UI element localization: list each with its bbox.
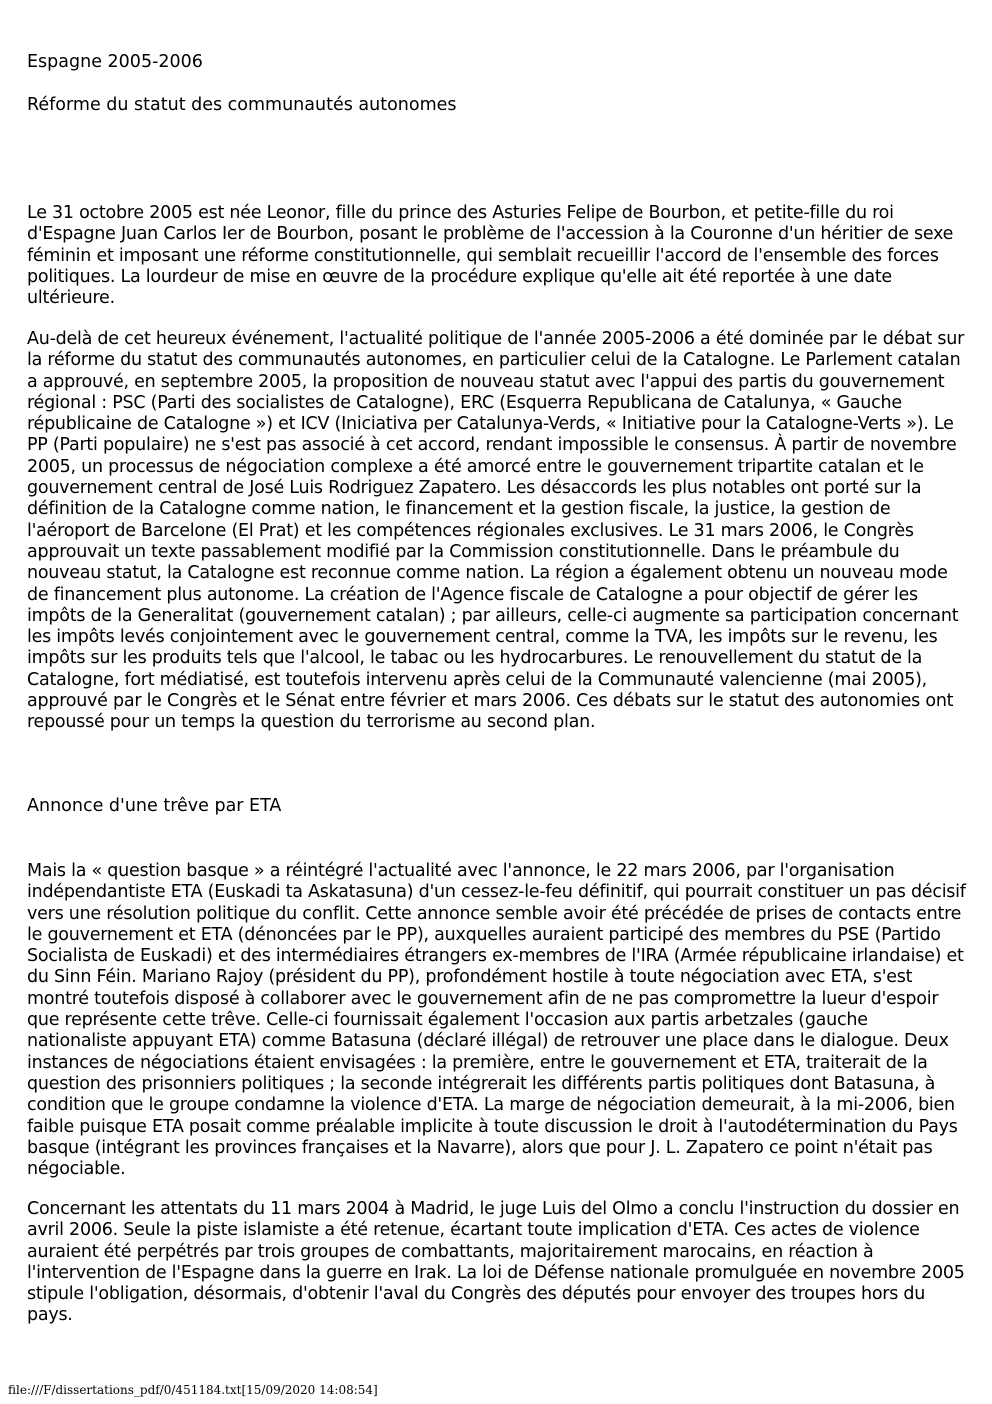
paragraph-catalogne: Au-delà de cet heureux événement, l'actualité politique de l'année 2005-2006 a été dominée par le débat sur la réforme du statut des communautés autonomes, en particulier celui de la Catalogne. Le Parlement catalan a approuvé, en septembre 2005, la proposition de nouveau statut avec l'appui des partis du gouvernement régional : PSC (Parti des socialistes de Catalogne), ERC (Esquerra Republicana de Catalunya, « Gauche républicaine de Catalogne ») et ICV (Iniciativa per Catalunya-Verds, « Initiative pour la Catalogne-Verts »). Le PP (Parti populaire) ne s'est pas associé à cet accord, rendant impossible le consensus. À partir de novembre 2005, un processus de négociation complexe a été amorcé entre le gouvernement tripartite catalan et le gouvernement central de José Luis Rodriguez Zapatero. Les désaccords les plus notables ont porté sur la définition de la Catalogne comme nation, le financement et la gestion fiscale, la justice, la gestion de l'aéroport de Barcelone (El Prat) et les compétences régionales exclusives. Le 31 mars 2006, le Congrès approuvait un texte passablement modifié par la Commission constitutionnelle. Dans le préambule du nouveau statut, la Catalogne est reconnue comme nation. La région a également obtenu un nouveau mode de financement plus autonome. La création de l'Agence fiscale de Catalogne a pour objectif de gérer les impôts de la Generalitat (gouvernement catalan) ; par ailleurs, celle-ci augmente sa participation concernant les impôts levés conjointement avec le gouvernement central, comme la TVA, les impôts sur le revenu, les impôts sur les produits tels que l'alcool, le tabac ou les hydrocarbures. Le renouvellement du statut de la Catalogne, fort médiatisé, est toutefois intervenu après celui de la Communauté valencienne (mai 2005), approuvé par le Congrès et le Sénat entre février et mars 2006. Ces débats sur le statut des autonomies ont repoussé pour un temps la question du terrorisme au second plan. (27, 329, 965, 733)
document-title: Espagne 2005-2006 (27, 52, 203, 72)
file-path-footer: file:///F/dissertations_pdf/0/451184.txt[15/09/2020 14:08:54] (8, 1383, 378, 1397)
document-subtitle: Réforme du statut des communautés autonomes (27, 95, 457, 115)
paragraph-question-basque: Mais la « question basque » a réintégré l'actualité avec l'annonce, le 22 mars 2006, par l'organisation indépendantiste ETA (Euskadi ta Askatasuna) d'un cessez-le-feu définitif, qui pourrait constituer un pas décisif vers une résolution politique du conflit. Cette annonce semble avoir été précédée de prises de contacts entre le gouvernement et ETA (dénoncées par le PP), auxquelles auraient participé des membres du PSE (Partido Socialista de Euskadi) et des intermédiaires étrangers ex-membres de l'IRA (Armée républicaine irlandaise) et du Sinn Féin. Mariano Rajoy (président du PP), profondément hostile à toute négociation avec ETA, s'est montré toutefois disposé à collaborer avec le gouvernement afin de ne pas compromettre la lueur d'espoir que représente cette trêve. Celle-ci fournissait également l'occasion aux partis arbetzales (gauche nationaliste appuyant ETA) comme Batasuna (déclaré illégal) de retrouver une place dans le dialogue. Deux instances de négociations étaient envisagées : la première, entre le gouvernement et ETA, traiterait de la question des prisonniers politiques ; la seconde intégrerait les différents partis politiques dont Batasuna, à condition que le groupe condamne la violence d'ETA. La marge de négociation demeurait, à la mi-2006, bien faible puisque ETA posait comme préalable implicite à toute discussion le droit à l'autodétermination du Pays basque (intégrant les provinces françaises et la Navarre), alors que pour J. L. Zapatero ce point n'était pas négociable. (27, 861, 966, 1180)
section-heading-treve: Annonce d'une trêve par ETA (27, 796, 282, 816)
paragraph-leonor: Le 31 octobre 2005 est née Leonor, fille du prince des Asturies Felipe de Bourbon, et petite-fille du roi d'Espagne Juan Carlos Ier de Bourbon, posant le problème de l'accession à la Couronne d'un héritier de sexe féminin et imposant une réforme constitutionnelle, qui semblait recueillir l'accord de l'ensemble des forces politiques. La lourdeur de mise en œuvre de la procédure explique qu'elle ait été reportée à une date ultérieure. (27, 203, 954, 309)
paragraph-attentats-madrid: Concernant les attentats du 11 mars 2004 à Madrid, le juge Luis del Olmo a conclu l'instruction du dossier en avril 2006. Seule la piste islamiste a été retenue, écartant toute implication d'ETA. Ces actes de violence auraient été perpétrés par trois groupes de combattants, majoritairement marocains, en réaction à l'intervention de l'Espagne dans la guerre en Irak. La loi de Défense nationale promulguée en novembre 2005 stipule l'obligation, désormais, d'obtenir l'aval du Congrès des députés pour envoyer des troupes hors du pays. (27, 1199, 965, 1326)
